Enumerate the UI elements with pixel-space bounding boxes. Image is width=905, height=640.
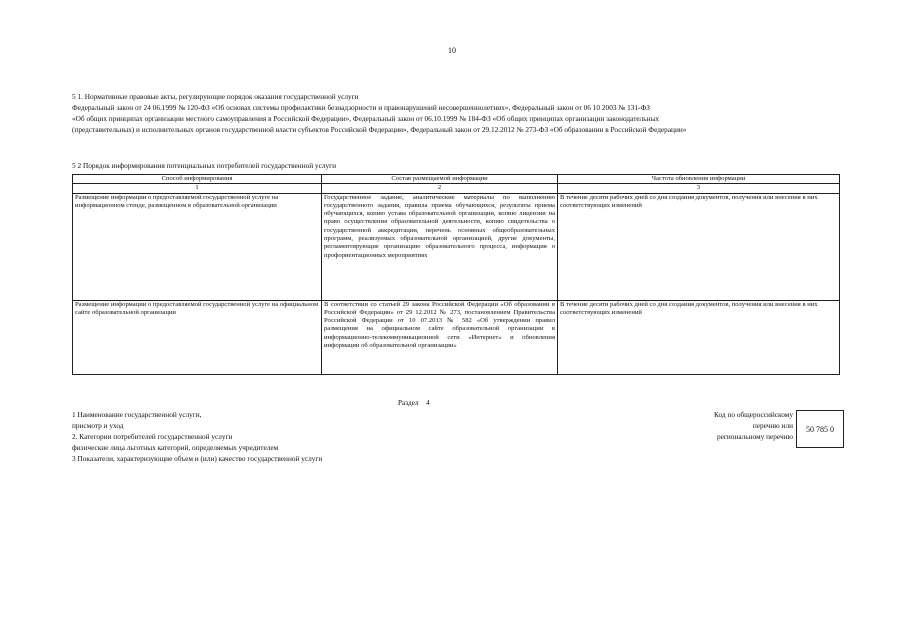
consumer-category-label: 2. Категории потребителей государственной услуги (72, 432, 233, 441)
code-label: перечню или (752, 421, 793, 430)
consumer-category-value: физические лица льготных категорий, определяемых учредителем (72, 443, 279, 452)
content-cell: Государственное задание, аналитические материалы по выполнению государственного задания, правила приема обучающихся, результаты приема обучающихся, копию устава образовательной организации, копию лицензии на право осуществления образовательной деятельности, копию свидетельства о государственной аккредитации, перечень основных общеобразовательных программ, реализуемых образовательной организацией, другие документы, регламентирующие организацию образовательного процесса, информация о профориентационных мероприятиях (322, 193, 558, 300)
content-cell: В соответствии со статьей 29 закона Российской Федерации «Об образовании в Российской Федерации» от 29 12.2012 № 273, постановлением Правительства Российской Федерации от 10 07.2013 № 582 «Об утверждении правил размещения на официальном сайте образовательной организации в информационно-телекоммуникационной сети «Интернет» и обновления информации об образовательной организации» (322, 300, 558, 374)
legal-acts-line: Федеральный закон от 24 06.1999 № 120-ФЗ «Об основах системы профилактики безнадзорности и правонарушений несовершеннолетних», Федеральный закон от 06 10 2003 № 131-ФЗ (72, 103, 650, 112)
column-number: 2 (322, 184, 558, 193)
column-number: 3 (558, 184, 840, 193)
table-row (73, 193, 840, 300)
method-cell: Размещение информации о предоставляемой государственной услуге на информационном стенде, размещенном в образовательной организации (73, 193, 322, 300)
indicators-heading: 3 Показатели, характеризующие объем и (или) качество государственной услуги (72, 454, 323, 463)
table-header-row (73, 175, 840, 184)
table-row (73, 300, 840, 374)
legal-acts-line: «Об общих принципах организации местного самоуправления в Российской Федерации», Федеральный закон от 06.10.1999 № 184-ФЗ «Об общих принципах организации законодательных (72, 114, 660, 123)
frequency-cell: В течение десяти рабочих дней со дня создания документов, получения или внесения в них соответствующих изменений (558, 300, 840, 374)
service-code-box: 50 785 0 (796, 410, 844, 448)
page-number: 10 (448, 46, 456, 55)
frequency-cell: В течение десяти рабочих дней со дня создания документов, получения или внесения в них соответствующих изменений (558, 193, 840, 300)
column-header: Частота обновления информации (558, 175, 840, 184)
column-header: Состав размещаемой информации (322, 175, 558, 184)
informing-table (72, 174, 840, 375)
code-label: Код по общероссийскому (713, 410, 793, 419)
section-title-number: 4 (425, 398, 430, 407)
column-header: Способ информирования (73, 175, 322, 184)
legal-acts-line: (представительных) и исполнительных органов государственной власти субъектов Российской Федерации», Федеральный закон от 29.12.2012 № 273-ФЗ «Об образовании в Российской Федерации» (72, 125, 687, 134)
section-title (398, 398, 430, 407)
section-5-2-heading: 5 2 Порядок информирования потенциальных потребителей государственной услуги (72, 161, 337, 170)
service-name-label: 1 Наименование государственной услуги, (72, 410, 202, 419)
section-5-1-heading: 5 1. Нормативные правовые акты, регулирующие порядок оказания государственной услуги (72, 92, 359, 101)
method-cell: Размещение информации о предоставляемой государственной услуге на официальном сайте образовательной организации (73, 300, 322, 374)
code-label: региональному перечню (717, 432, 793, 441)
section-title-word: Раздел (398, 398, 419, 407)
service-name-value: присмотр и уход (72, 421, 124, 430)
column-number-row (73, 184, 840, 193)
column-number: 1 (73, 184, 322, 193)
